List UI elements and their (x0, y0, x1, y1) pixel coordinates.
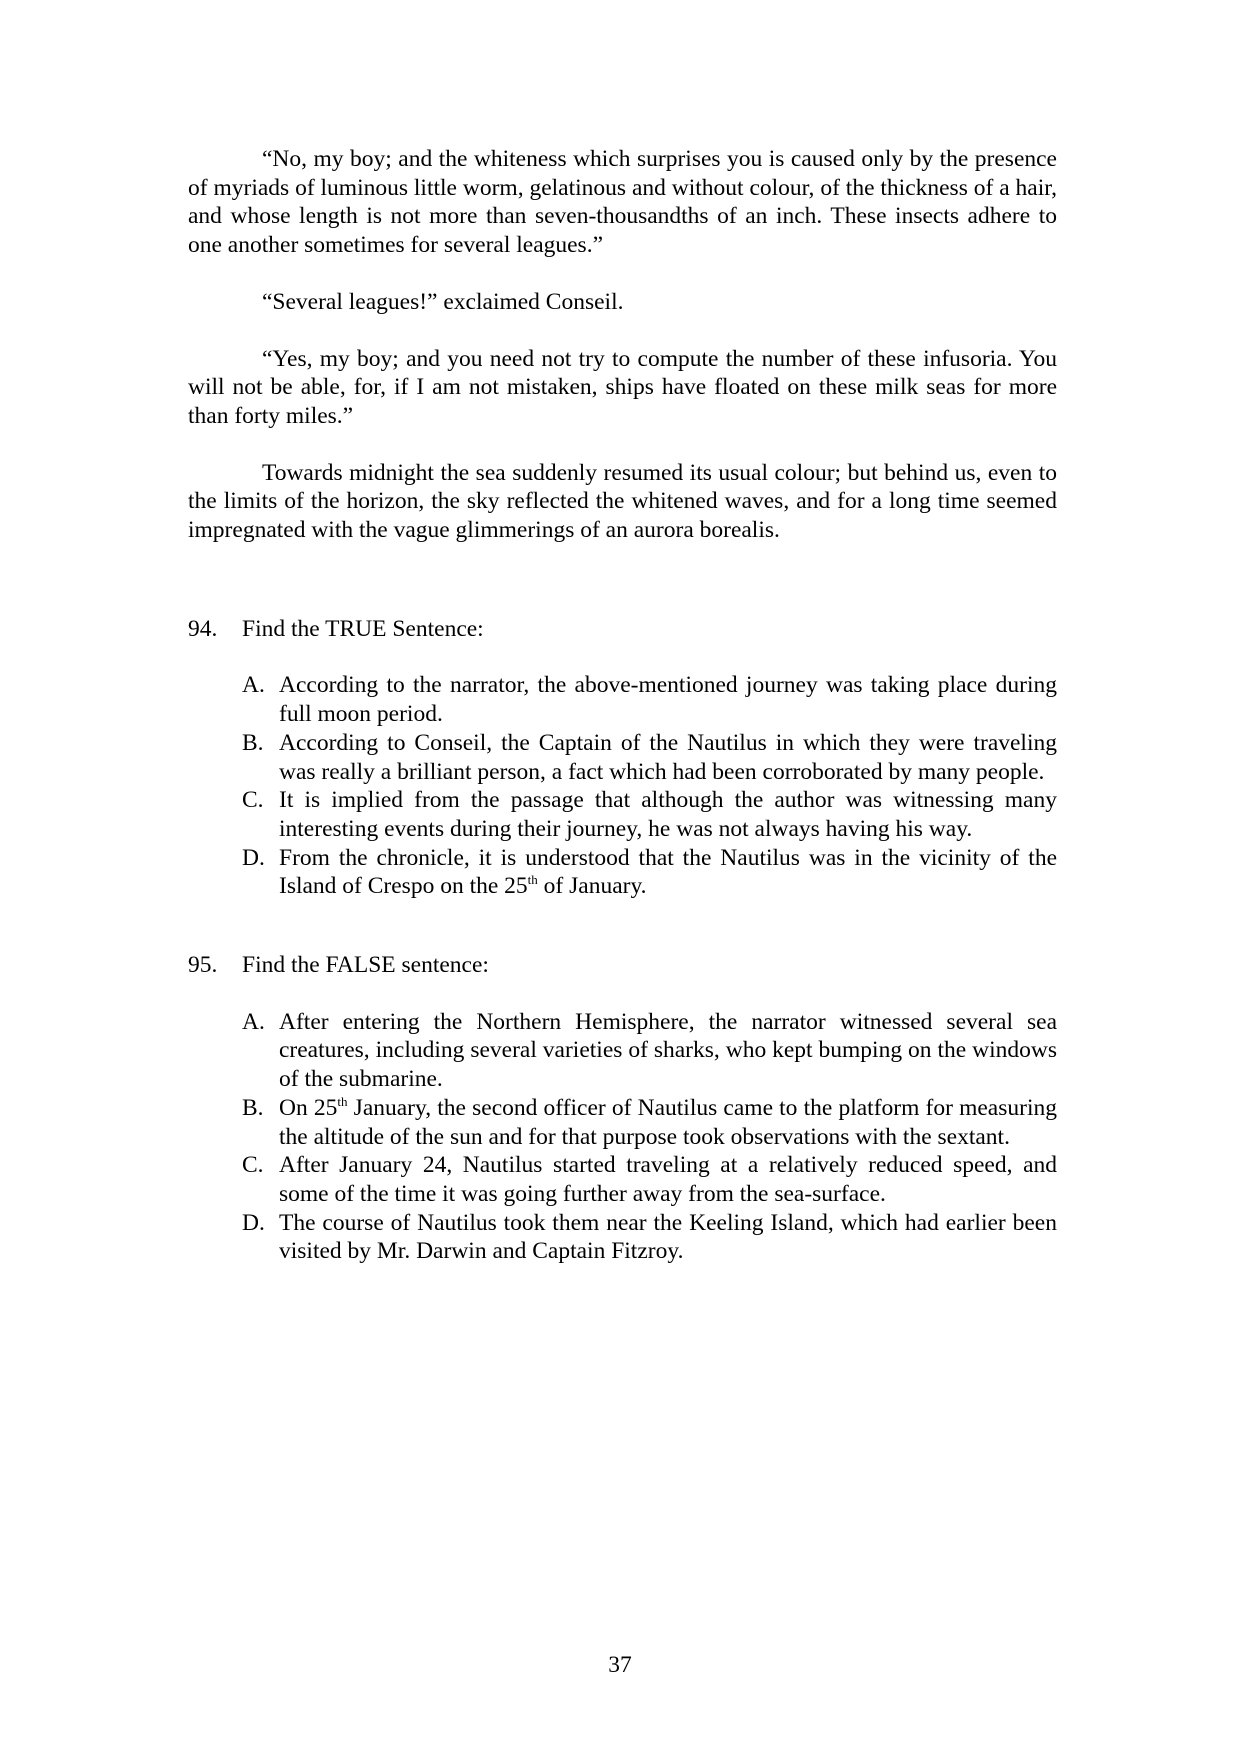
option-letter: D. (242, 1209, 265, 1236)
passage-paragraph-3: “Yes, my boy; and you need not try to compute the number of these infusoria. You will not be able, for, if I am not mistaken, ships have floated on these milk seas for more than forty miles.” (188, 345, 1057, 429)
option-letter: C. (242, 1152, 264, 1179)
question-95-option-b (242, 1094, 1057, 1151)
question-95-prompt-line (188, 951, 1057, 980)
option-text: After entering the Northern Hemisphere, the narrator witnessed several sea creatures, including several varieties of sharks, who kept bumping on the windows of the submarine. (279, 1008, 1057, 1093)
page-content (188, 145, 1057, 1266)
question-94-number: 94. (188, 615, 218, 642)
question-94-option-b (242, 729, 1057, 786)
question-95-number: 95. (188, 952, 218, 979)
question-95-option-c (242, 1151, 1057, 1208)
option-letter: A. (242, 1008, 265, 1035)
option-text-before: From the chronicle, it is understood that the Nautilus was in the vicinity of the Island of Crespo on the 25 (279, 844, 1057, 900)
passage-paragraph-2: “Several leagues!” exclaimed Conseil. (262, 288, 624, 315)
option-text: After January 24, Nautilus started traveling at a relatively reduced speed, and some of the time it was going further away from the sea-surface. (279, 1152, 1057, 1207)
option-letter: A. (242, 672, 265, 699)
question-94-options (242, 671, 1057, 901)
option-letter: B. (242, 729, 264, 756)
option-text-after: January, the second officer of Nautilus came to the platform for measuring the altitude of the sun and for that purpose took observations with the sextant. (279, 1094, 1057, 1150)
option-text: It is implied from the passage that although the author was witnessing many interesting events during their journey, he was not always having his way. (279, 787, 1057, 842)
question-95-prompt: Find the FALSE sentence: (242, 952, 489, 979)
question-95-option-d (242, 1209, 1057, 1266)
page-number: 37 (608, 1652, 632, 1678)
question-94-option-a (242, 671, 1057, 728)
passage-paragraph-1: “No, my boy; and the whiteness which surprises you is caused only by the presence of myriads of luminous little worm, gelatinous and without colour, of the thickness of a hair, and whose length is not more than seven-thousandths of an inch. These insects adhere to one another sometimes for several leagues.” (188, 146, 1057, 259)
passage-paragraph-4: Towards midnight the sea suddenly resumed its usual colour; but behind us, even to the limits of the horizon, the sky reflected the whitened waves, and for a long time seemed impregnated with the vague glimmerings of an aurora borealis. (188, 459, 1057, 544)
option-letter: D. (242, 844, 265, 871)
question-95 (188, 951, 1057, 1266)
option-letter: C. (242, 787, 264, 814)
question-94-prompt-line (188, 615, 1057, 644)
option-letter: B. (242, 1094, 264, 1121)
option-text: According to Conseil, the Captain of the Nautilus in which they were traveling was really a brilliant person, a fact which had been corroborated by many people. (279, 729, 1057, 785)
question-94-option-c (242, 786, 1057, 843)
ordinal-superscript: th (527, 872, 538, 888)
option-text-before: On 25 (279, 1094, 338, 1121)
question-95-options (242, 1008, 1057, 1266)
question-94-prompt: Find the TRUE Sentence: (242, 615, 484, 642)
question-95-option-a (242, 1008, 1057, 1094)
option-text-after: of January. (537, 873, 647, 900)
ordinal-superscript: th (337, 1093, 348, 1109)
question-94 (188, 615, 1057, 901)
option-text: According to the narrator, the above-mentioned journey was taking place during full moon period. (279, 672, 1057, 728)
question-94-option-d (242, 844, 1057, 901)
option-text: The course of Nautilus took them near the Keeling Island, which had earlier been visited by Mr. Darwin and Captain Fitzroy. (279, 1209, 1057, 1265)
